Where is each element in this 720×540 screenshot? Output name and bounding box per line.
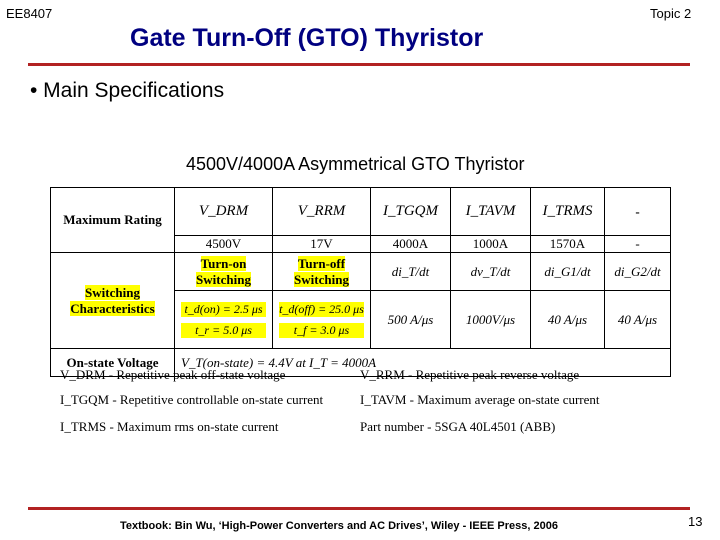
val-itgqm: 4000A (371, 236, 451, 253)
tf-value: t_f = 3.0 μs (279, 323, 364, 338)
onstate-label: On-state Voltage (51, 349, 175, 377)
rate-di-g2: di_G2/dt (605, 253, 671, 291)
rate-val-di-g2: 40 A/μs (605, 291, 671, 349)
turn-on-times-cell (175, 291, 273, 349)
val-vrrm: 17V (273, 236, 371, 253)
val-itrms: 1570A (531, 236, 605, 253)
td-off-value: t_d(off) = 25.0 μs (279, 301, 364, 316)
max-rating-label: Maximum Rating (51, 188, 175, 253)
col-itavm: I_TAVM (451, 188, 531, 236)
rate-val-di-t: 500 A/μs (371, 291, 451, 349)
def-itavm: I_TAVM - Maximum average on-state current (360, 392, 600, 407)
def-itgqm: I_TGQM - Repetitive controllable on-state current (60, 392, 324, 407)
col-itrms: I_TRMS (531, 188, 605, 236)
def-vrrm: V_RRM - Repetitive peak reverse voltage (360, 367, 580, 382)
course-code: EE8407 (6, 6, 53, 21)
rate-di-t: di_T/dt (371, 253, 451, 291)
turn-off-label: Turn-off Switching (294, 255, 349, 287)
footer-citation: Textbook: Bin Wu, ‘High-Power Converters and AC Drives’, Wiley - IEEE Press, 2006 (120, 520, 558, 532)
val-itavm: 1000A (451, 236, 531, 253)
def-vdrm: V_DRM - Repetitive peak off-state voltage (60, 367, 286, 382)
col-dash: - (605, 188, 671, 236)
turn-off-cell (273, 253, 371, 291)
def-part-number: Part number - 5SGA 40L4501 (ABB) (360, 419, 556, 434)
col-vdrm: V_DRM (175, 188, 273, 236)
page-number: 13 (688, 514, 703, 529)
tr-value: t_r = 5.0 μs (181, 323, 266, 338)
slide-title: Gate Turn-Off (GTO) Thyristor (130, 24, 484, 52)
td-on-value: t_d(on) = 2.5 μs (181, 302, 266, 317)
rate-val-dv-t: 1000V/μs (451, 291, 531, 349)
turn-on-cell (175, 253, 273, 291)
switching-label-cell (51, 253, 175, 349)
turn-on-label: Turn-on Switching (196, 255, 251, 287)
rate-val-di-g1: 40 A/μs (531, 291, 605, 349)
topic-label: Topic 2 (650, 6, 692, 21)
table-row (51, 188, 671, 236)
switching-label: Switching Characteristics (70, 284, 155, 316)
onstate-value: V_T(on-state) = 4.4V at I_T = 4000A (175, 349, 671, 377)
def-itrms: I_TRMS - Maximum rms on-state current (60, 419, 279, 434)
spec-table (50, 187, 671, 377)
rate-dv-t: dv_T/dt (451, 253, 531, 291)
val-dash: - (605, 236, 671, 253)
table-row (51, 253, 671, 291)
table-title: 4500V/4000A Asymmetrical GTO Thyristor (186, 154, 525, 174)
rate-di-g1: di_G1/dt (531, 253, 605, 291)
col-vrrm: V_RRM (273, 188, 371, 236)
col-itgqm: I_TGQM (371, 188, 451, 236)
bullet-main-specs: • Main Specifications (30, 79, 225, 102)
title-rule (28, 63, 690, 66)
val-vdrm: 4500V (175, 236, 273, 253)
footer-rule (28, 507, 690, 510)
turn-off-times-cell (273, 291, 371, 349)
